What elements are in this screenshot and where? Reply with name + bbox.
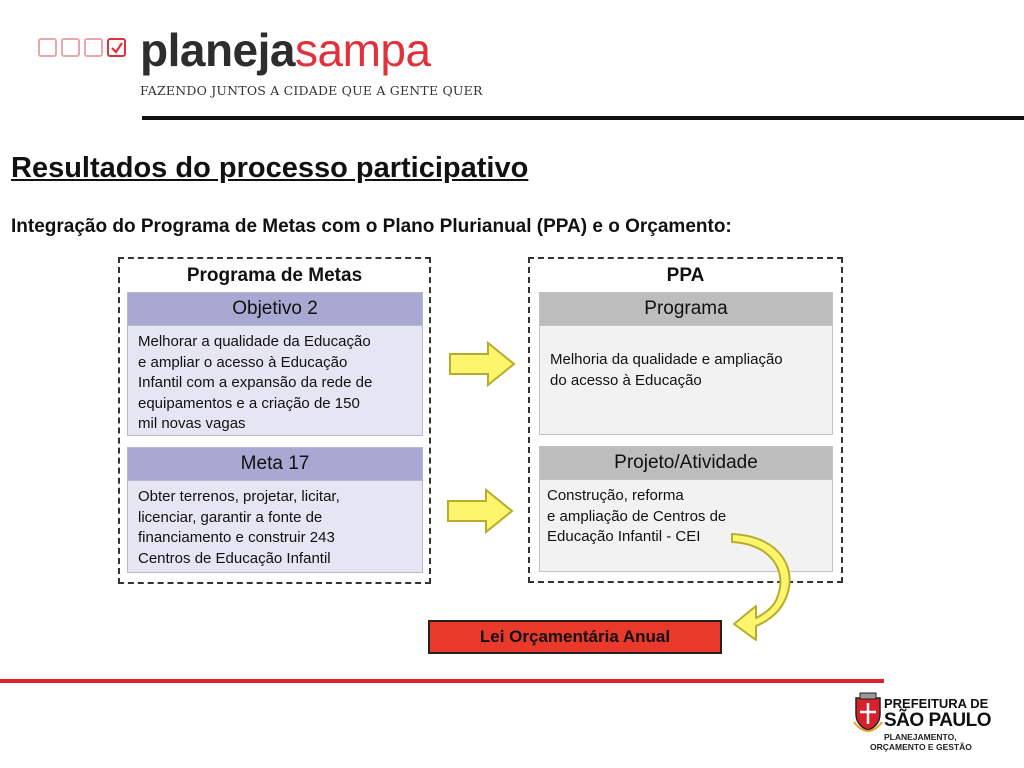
objetivo-heading: Objetivo 2 bbox=[128, 293, 422, 326]
right-arrow-icon bbox=[444, 487, 516, 535]
projeto-heading: Projeto/Atividade bbox=[540, 447, 832, 480]
page-title: Resultados do processo participativo bbox=[11, 152, 529, 184]
programa-heading: Programa bbox=[540, 293, 832, 326]
meta-card bbox=[127, 447, 423, 573]
meta-line: Centros de Educação Infantil bbox=[138, 549, 331, 567]
ppa-title: PPA bbox=[666, 265, 705, 286]
page-subtitle: Integração do Programa de Metas com o Plano Plurianual (PPA) e o Orçamento: bbox=[11, 216, 732, 237]
coat-of-arms-icon bbox=[852, 692, 884, 732]
programa-line: do acesso à Educação bbox=[550, 371, 702, 389]
meta-heading: Meta 17 bbox=[128, 448, 422, 481]
prefeitura-logo bbox=[870, 696, 1020, 752]
logo-checkboxes bbox=[38, 38, 126, 57]
objetivo-line: Infantil com a expansão da rede de bbox=[138, 374, 373, 391]
projeto-line: Educação Infantil - CEI bbox=[547, 528, 701, 545]
programa-metas-title: Programa de Metas bbox=[186, 265, 363, 286]
checked-box-icon bbox=[107, 38, 126, 57]
empty-box-icon bbox=[38, 38, 57, 57]
programa-line: Melhoria da qualidade e ampliação bbox=[550, 351, 783, 368]
projeto-line: Construção, reforma bbox=[547, 487, 684, 504]
curved-arrow-icon bbox=[722, 528, 802, 652]
logo-part-1: planeja bbox=[140, 24, 296, 76]
meta-line: licenciar, garantir a fonte de bbox=[138, 508, 323, 526]
programa-card bbox=[539, 292, 833, 435]
objetivo-text bbox=[128, 326, 422, 435]
meta-line: Obter terrenos, projetar, licitar, bbox=[138, 488, 340, 505]
footer-divider bbox=[0, 679, 884, 683]
prefeitura-line-3: PLANEJAMENTO, bbox=[884, 732, 957, 742]
right-arrow-icon bbox=[446, 340, 518, 388]
empty-box-icon bbox=[61, 38, 80, 57]
programa-metas-frame bbox=[118, 257, 431, 584]
prefeitura-line-2: SÃO PAULO bbox=[884, 710, 992, 731]
objetivo-line: mil novas vagas bbox=[138, 415, 246, 432]
projeto-line: e ampliação de Centros de bbox=[547, 507, 727, 525]
lei-orcamentaria-box: Lei Orçamentária Anual bbox=[428, 620, 722, 654]
header-divider bbox=[142, 116, 1024, 120]
programa-text bbox=[540, 326, 832, 391]
objetivo-card bbox=[127, 292, 423, 436]
prefeitura-line-1: PREFEITURA DE bbox=[884, 696, 989, 711]
logo-part-2: sampa bbox=[295, 24, 431, 76]
prefeitura-line-4: ORÇAMENTO E GESTÃO bbox=[870, 742, 972, 752]
empty-box-icon bbox=[84, 38, 103, 57]
logo-wordmark bbox=[140, 22, 431, 78]
objetivo-line: e ampliar o acesso à Educação bbox=[138, 353, 348, 371]
meta-line: financiamento e construir 243 bbox=[138, 529, 335, 546]
objetivo-line: Melhorar a qualidade da Educação bbox=[138, 333, 371, 350]
logo-tagline: FAZENDO JUNTOS A CIDADE QUE A GENTE QUER bbox=[140, 83, 483, 98]
meta-text bbox=[128, 481, 422, 569]
objetivo-line: equipamentos e a criação de 150 bbox=[138, 394, 360, 412]
